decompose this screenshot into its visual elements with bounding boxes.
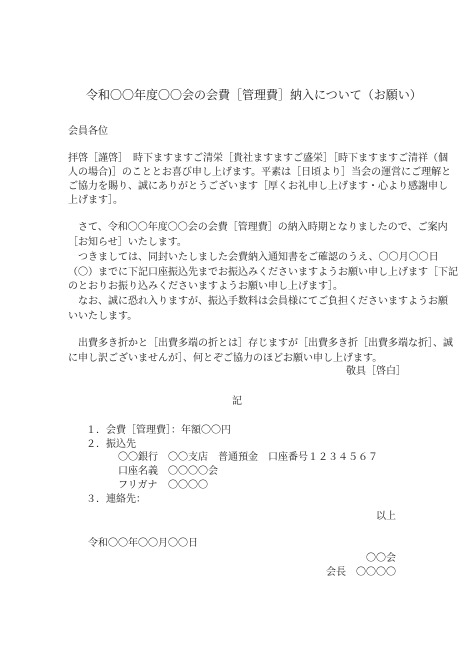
document-title: 令和〇〇年度〇〇会の会費［管理費］納入について（お願い）: [86, 88, 422, 102]
organization-name: 〇〇会: [366, 553, 396, 564]
ki-heading: 記: [232, 396, 242, 407]
signer-name: 会長 〇〇〇〇: [326, 567, 396, 578]
transfer-item: ２．振込先: [86, 439, 136, 450]
text-line: 人の場合)］のこととお喜び申し上げます。平素は［日頃より］当会の運営にご理解と: [68, 167, 452, 178]
text-line: いいたします。: [68, 311, 138, 322]
text-line: に申し訳ございませんが］、何とぞご協力のほどお願い申し上げます。: [68, 353, 383, 364]
text-line: ［お知らせ］いたします。: [68, 237, 187, 248]
text-line: 出費多き折かと［出費多端の折とは］存じますが［出費多き折［出費多端な折］、誠: [68, 338, 453, 349]
addressee: 会員各位: [68, 126, 108, 137]
fee-item: １．会費［管理費］：年額〇〇円: [86, 425, 231, 436]
text-line: のとおりお振り込みくださいますようお願い申し上げます］。: [68, 281, 343, 292]
account-name-value: 〇〇〇〇会: [168, 466, 218, 477]
text-line: ご協力を賜り、誠にありがとうございます［厚くお礼申し上げます・心より感謝申し: [68, 181, 448, 192]
closing-phrase: 敬具［啓白］: [346, 366, 406, 377]
ijou-end-mark: 以上: [376, 511, 396, 522]
text-line: なお、誠に恐れ入りますが、振込手数料は会員様にてご負担くださいますようお願: [68, 296, 448, 307]
text-line: さて、令和〇〇年度〇〇会の会費［管理費］の納入時期となりましたので、ご案内: [68, 222, 448, 233]
bank-line: 〇〇銀行 〇〇支店 普通預金 口座番号１２３４５６７: [118, 452, 378, 463]
furigana-value: 〇〇〇〇: [168, 480, 208, 491]
document-date: 令和〇〇年〇〇月〇〇日: [88, 538, 198, 549]
account-name-label: 口座名義: [118, 466, 158, 477]
furigana-label: フリガナ: [118, 480, 158, 491]
contact-item: ３．連絡先：: [86, 494, 146, 505]
text-line: 拝啓［謹啓］ 時下ますますご清栄［貴社ますますご盛栄］［時下ますますご清祥（個: [68, 153, 448, 164]
text-line: 上げます］。: [68, 195, 123, 206]
text-line: つきましては、同封いたしました会費納入通知書をご確認のうえ、〇〇月〇〇日: [68, 252, 439, 263]
text-line: （〇）までに下記口座振込先までお振込みくださいますようお願い申し上げます［下記: [68, 267, 458, 278]
